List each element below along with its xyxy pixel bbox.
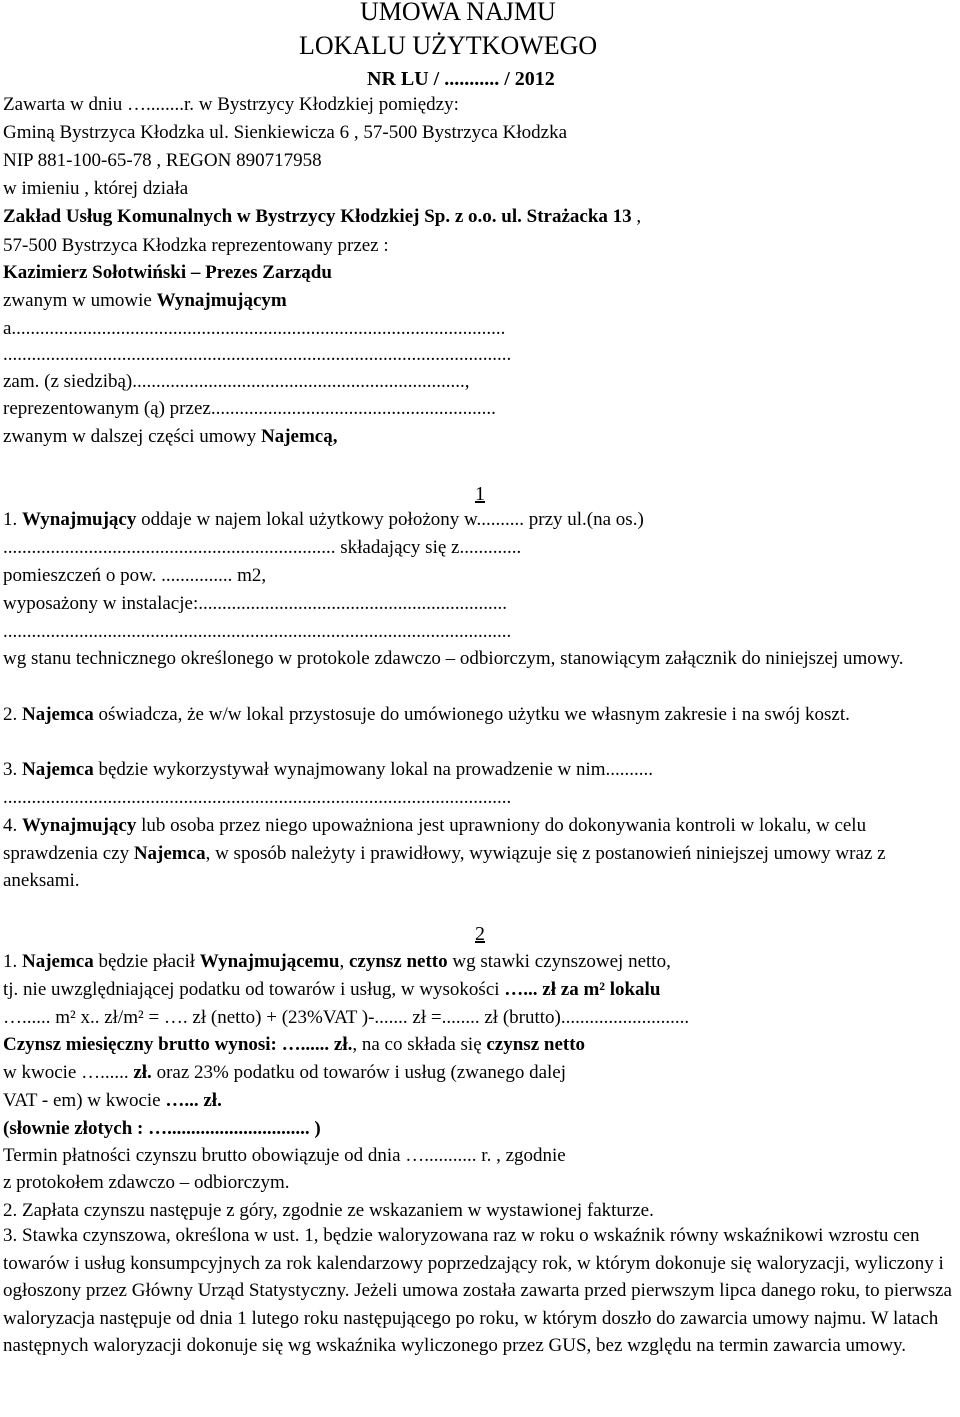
s2-l5-bold: zł. xyxy=(133,1062,152,1083)
landlord-called-line xyxy=(3,288,287,314)
s2-l2-bold: …... zł za m² lokalu xyxy=(504,979,661,1000)
company-line xyxy=(3,204,641,230)
s1-p4-text-a: lub osoba przez niego upoważniona jest uprawniony do dokonywania kontroli w lokalu, w celu sprawdzenia czy xyxy=(3,815,867,864)
s2-line6 xyxy=(3,1088,222,1114)
s1-p1-num: 1. xyxy=(3,509,22,530)
s2-l6-bold: …... zł. xyxy=(165,1090,222,1111)
representative-name: Kazimierz Sołotwiński – Prezes Zarządu xyxy=(3,262,332,283)
s1-para3 xyxy=(3,757,653,783)
s2-l4-a: , na co składa się xyxy=(352,1034,487,1055)
s1-para4 xyxy=(3,812,958,895)
s1-p4-text-b: , w sposób należyty i prawidłowy, wywiązuje się z postanowień niniejszej umowy wraz z aneksami. xyxy=(3,842,886,891)
s2-l1-b: , xyxy=(339,951,349,972)
s2-l1-c: wg stawki czynszowej netto, xyxy=(447,951,671,972)
s2-l1-num: 1. xyxy=(3,951,22,972)
municipality-line: Gminą Bystrzyca Kłodzka ul. Sienkiewicza 6 , 57-500 Bystrzyca Kłodzka xyxy=(3,122,568,143)
s1-p3-role: Najemca xyxy=(22,759,94,780)
s2-line9: z protokołem zdawczo – odbiorczym. xyxy=(3,1172,290,1193)
s1-para1-line6: wg stanu technicznego określonego w protokole zdawczo – odbiorczym, stanowiącym załącznik do niniejszej umowy. xyxy=(3,648,904,669)
s2-l4-bold: Czynsz miesięczny brutto wynosi: …...... zł. xyxy=(3,1034,353,1055)
s1-p2-role: Najemca xyxy=(22,704,94,725)
address-line: 57-500 Bystrzyca Kłodzka reprezentowany przez : xyxy=(3,235,389,256)
on-behalf-line: w imieniu , której działa xyxy=(3,178,189,199)
section-2-heading xyxy=(0,921,960,947)
s1-p3-num: 3. xyxy=(3,759,22,780)
tenant-called-line xyxy=(3,424,338,450)
section-1-heading xyxy=(0,481,960,507)
s2-line2 xyxy=(3,977,660,1003)
document-subtitle: LOKALU UŻYTKOWEGO xyxy=(299,31,598,60)
tenant-role: Najemcą, xyxy=(261,426,338,447)
tenant-called-text: zwanym w dalszej części umowy xyxy=(3,426,261,447)
s2-l7-bold: (słownie złotych : ….............................. ) xyxy=(3,1118,321,1139)
s2-line8: Termin płatności czynszu brutto obowiązuje od dnia …........... r. , zgodnie xyxy=(3,1145,566,1166)
s2-l5-b: oraz 23% podatku od towarów i usług (zwanego dalej xyxy=(151,1062,566,1083)
tenant-dots-line: ........................................................................................................... xyxy=(3,344,512,365)
s2-line1 xyxy=(3,949,671,975)
s1-para1-line1 xyxy=(3,507,644,533)
s2-line5 xyxy=(3,1060,566,1086)
s2-l1-role: Najemca xyxy=(22,951,94,972)
s2-para3: 3. Stawka czynszowa, określona w ust. 1, będzie waloryzowana raz w roku o wskaźnik równy wskaźnikowi wzrostu cen towarów i usług konsumpcyjnych za rok kalendarzowy poprzedzający rok, w którym dokonuje się waloryzacji, wyliczony i ogłoszony przez Główny Urząd Statystyczny. Jeżeli umowa została zawarta przed pierwszym lipca danego roku, to pierwsza waloryzacja następuje od dnia 1 lutego roku następującego po roku, w którym doszło do zawarcia umowy najmu. W latach następnych waloryzacji dokonuje się wg wskaźnika wyliczonego przez GUS, bez względu na termin zawarcia umowy. xyxy=(3,1225,952,1356)
concluded-line: Zawarta w dniu …........r. w Bystrzycy Kłodzkiej pomiędzy: xyxy=(3,94,459,115)
company-tail: , xyxy=(631,206,642,227)
contract-number: NR LU / ........... / 2012 xyxy=(367,68,555,90)
s1-p2-num: 2. xyxy=(3,704,22,725)
s1-p4-role2: Najemca xyxy=(133,842,206,864)
s1-para2 xyxy=(3,701,958,729)
representative-line xyxy=(3,260,332,286)
s1-p3-text: będzie wykorzystywał wynajmowany lokal na prowadzenie w nim.......... xyxy=(93,759,654,780)
s2-l5-a: w kwocie …...... xyxy=(3,1062,134,1083)
s2-l2-a: tj. nie uwzględniającej podatku od towarów i usług, w wysokości xyxy=(3,979,505,1000)
s1-p4-num: 4. xyxy=(3,815,22,836)
s1-para1-line4: wyposażony w instalacje:................................................................. xyxy=(3,593,507,614)
s2-l6-a: VAT - em) w kwocie xyxy=(3,1090,166,1111)
section-1-number: 1 xyxy=(475,483,485,505)
s1-para1-line3: pomieszczeń o pow. ............... m2, xyxy=(3,565,267,586)
landlord-role: Wynajmującym xyxy=(156,290,287,311)
s1-p4-role: Wynajmujący xyxy=(22,815,137,836)
s1-para3-dots: ........................................................................................................... xyxy=(3,787,512,808)
s1-p2-text: oświadcza, że w/w lokal przystosuje do umówionego użytku we własnym zakresie i na swój koszt. xyxy=(93,704,850,725)
s2-line4 xyxy=(3,1032,585,1058)
nip-regon-line: NIP 881-100-65-78 , REGON 890717958 xyxy=(3,150,322,171)
s1-para1-line2: ...................................................................... składający się z............. xyxy=(3,537,522,558)
s2-l1-bold: czynsz netto xyxy=(348,951,448,972)
s2-para2: 2. Zapłata czynszu następuje z góry, zgodnie ze wskazaniem w wystawionej fakturze. xyxy=(3,1200,654,1221)
tenant-represented-line: reprezentowanym (ą) przez............................................................ xyxy=(3,398,496,419)
s2-l1-role2: Wynajmującemu xyxy=(199,951,340,972)
s2-l1-a: będzie płacił xyxy=(93,951,200,972)
company-name: Zakład Usług Komunalnych w Bystrzycy Kłodzkiej Sp. z o.o. ul. Strażacka 13 xyxy=(3,206,632,227)
s2-l4-bold2: czynsz netto xyxy=(486,1034,586,1055)
s2-line3: …...... m² x.. zł/m² = …. zł (netto) + (23%VAT )-....... zł =........ zł (brutto)........................... xyxy=(3,1007,690,1028)
s1-para1-line5: ........................................................................................................... xyxy=(3,621,512,642)
s1-p1-role: Wynajmujący xyxy=(22,509,137,530)
landlord-called-text: zwanym w umowie xyxy=(3,290,157,311)
tenant-residence-line: zam. (z siedzibą)......................................................................, xyxy=(3,371,470,392)
document-title: UMOWA NAJMU xyxy=(360,0,556,26)
s2-line7 xyxy=(3,1116,321,1142)
s1-p1-text: oddaje w najem lokal użytkowy położony w.......... przy ul.(na os.) xyxy=(136,509,644,530)
section-2-number: 2 xyxy=(475,923,485,945)
tenant-a-line: a........................................................................................................ xyxy=(3,318,506,339)
